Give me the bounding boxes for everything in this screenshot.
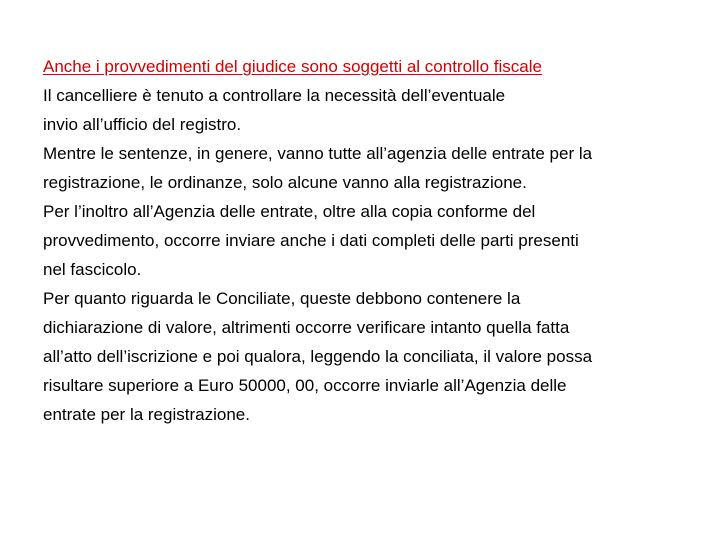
text-line: provvedimento, occorre inviare anche i dati completi delle parti presenti [43,231,579,250]
heading: Anche i provvedimenti del giudice sono soggetti al controllo fiscale [43,57,542,76]
text-line: all’atto dell’iscrizione e poi qualora, leggendo la conciliata, il valore possa [43,347,593,366]
text-line: Per quanto riguarda le Conciliate, queste debbono contenere la [43,289,521,308]
text-block [43,52,693,429]
text-line: dichiarazione di valore, altrimenti occorre verificare intanto quella fatta [43,318,570,337]
text-line: Per l’inoltro all’Agenzia delle entrate, oltre alla copia conforme del [43,202,536,221]
text-line: risultare superiore a Euro 50000, 00, occorre inviarle all’Agenzia delle [43,376,567,395]
text-line: registrazione, le ordinanze, solo alcune vanno alla registrazione. [43,173,527,192]
text-line: entrate per la registrazione. [43,405,250,424]
text-line: Il cancelliere è tenuto a controllare la necessità dell’eventuale [43,86,506,105]
text-line: nel fascicolo. [43,260,142,279]
text-line: invio all’ufficio del registro. [43,115,242,134]
text-line: Mentre le sentenze, in genere, vanno tutte all’agenzia delle entrate per la [43,144,593,163]
